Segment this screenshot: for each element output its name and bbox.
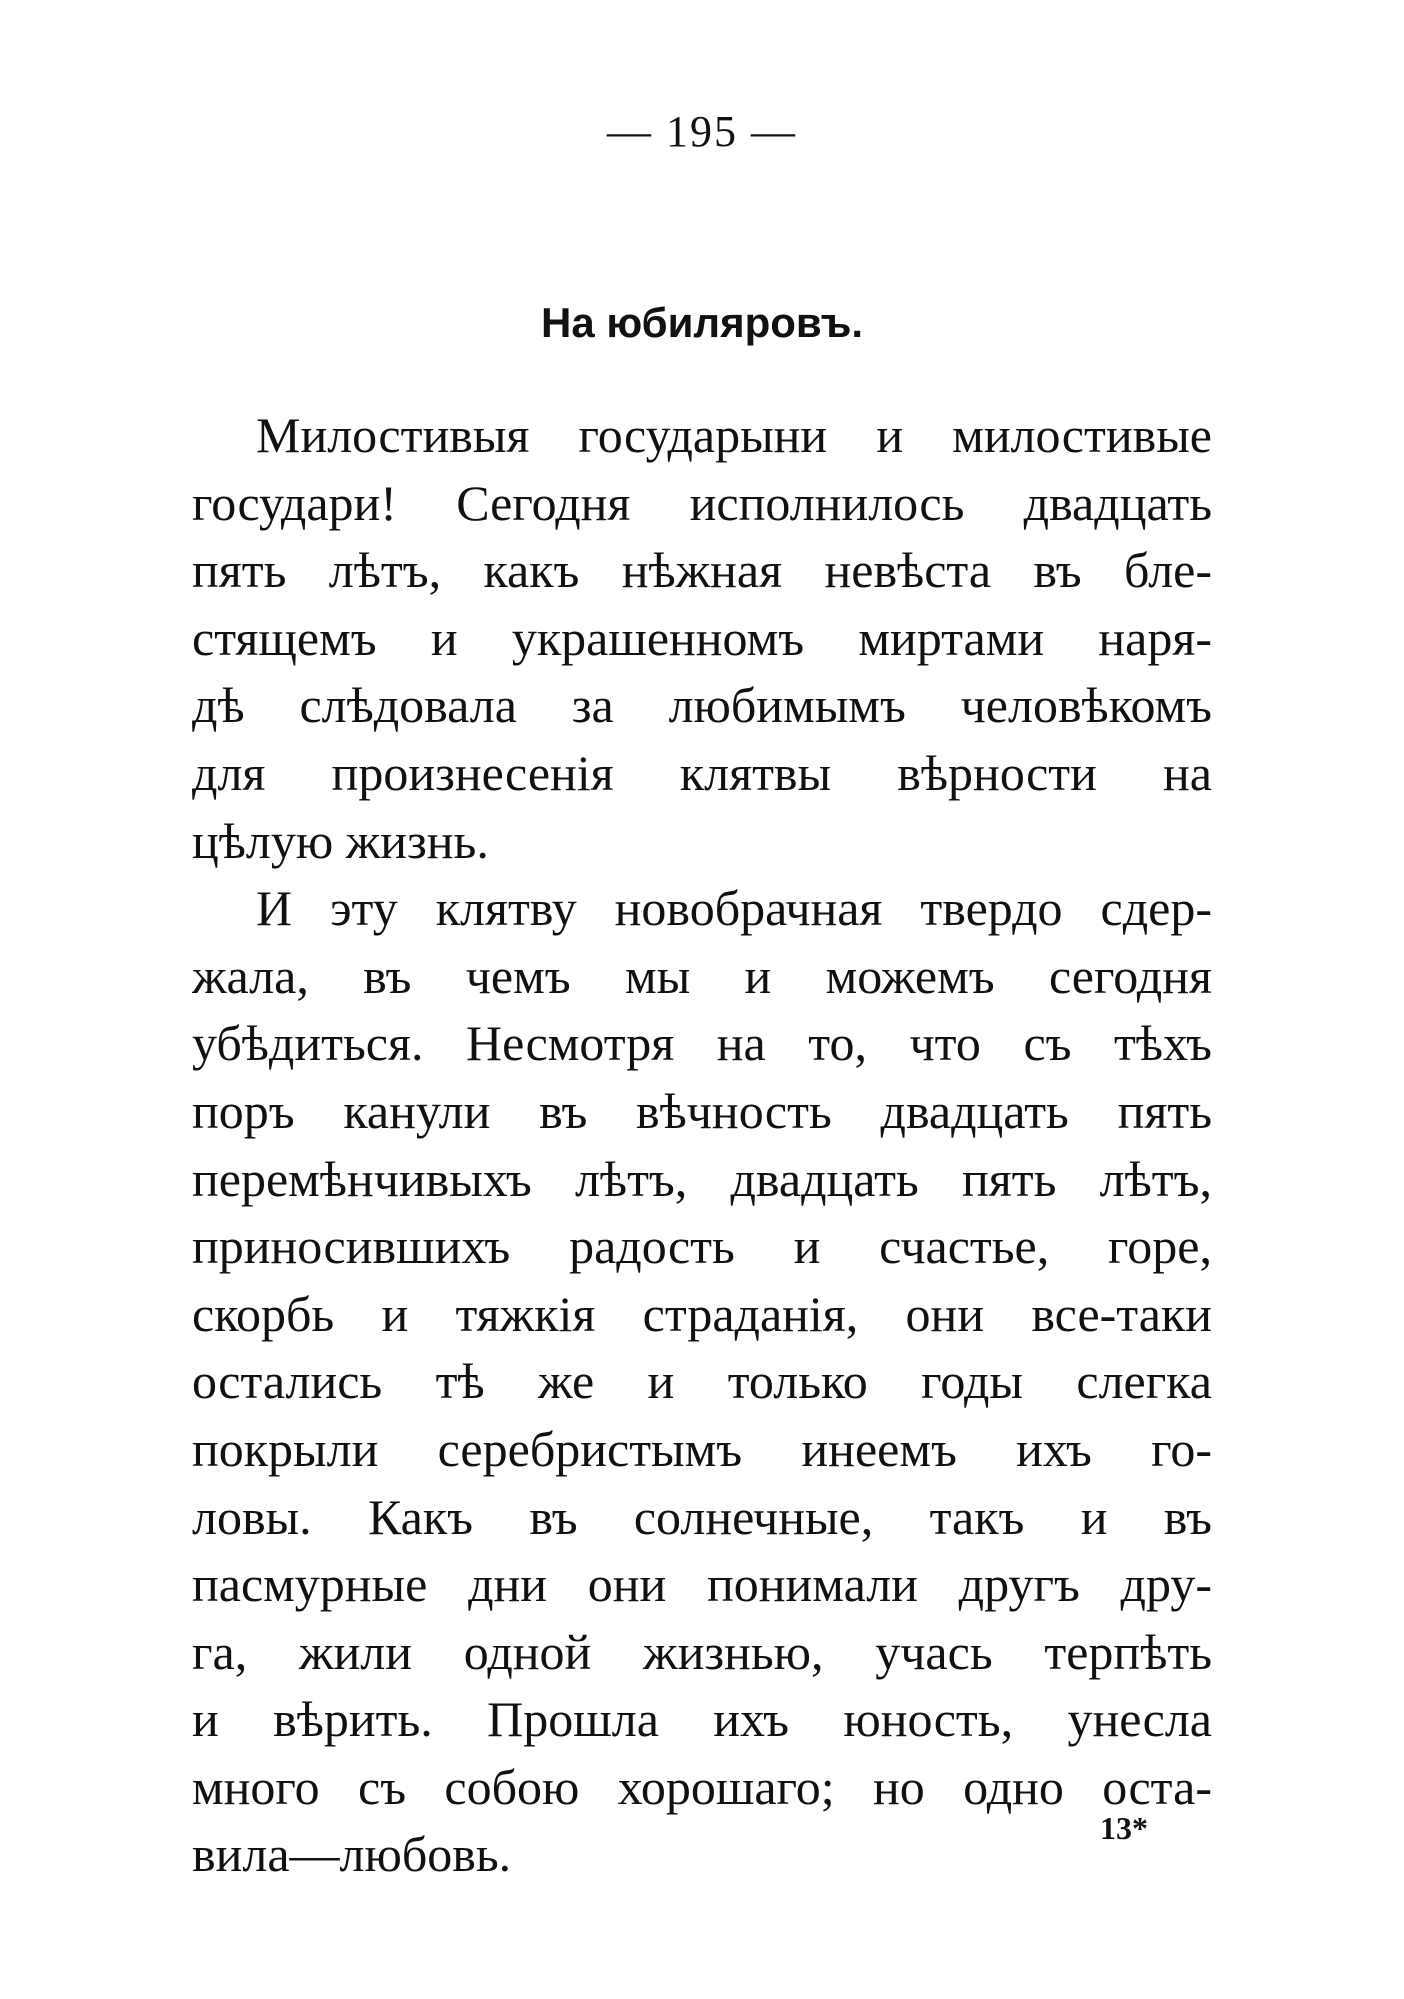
body-text — [192, 402, 1212, 1889]
text-line: пасмурные дни они понимали другъ дру- — [192, 1556, 1212, 1613]
text-line: и вѣрить. Прошла ихъ юность, унесла — [192, 1691, 1212, 1748]
page-number: — 195 — — [607, 107, 797, 156]
text-line: для произнесенія клятвы вѣрности на — [192, 744, 1212, 801]
text-line: поръ канули въ вѣчность двадцать пять — [192, 1082, 1212, 1139]
text-line: пять лѣтъ, какъ нѣжная невѣста въ бле- — [192, 542, 1212, 599]
text-line: цѣлую жизнь. — [192, 812, 489, 869]
text-line: приносившихъ радость и счастье, горе, — [192, 1218, 1212, 1275]
signature-mark: 13* — [1100, 1810, 1148, 1846]
text-line: государи! Сегодня исполнилось двадцать — [192, 474, 1212, 531]
text-line: остались тѣ же и только годы слегка — [192, 1353, 1212, 1410]
paragraph-2 — [192, 875, 1212, 1889]
text-line: перемѣнчивыхъ лѣтъ, двадцать пять лѣтъ, — [192, 1150, 1212, 1207]
text-line: много съ собою хорошаго; но одно оста- — [192, 1758, 1212, 1815]
text-line: покрыли серебристымъ инеемъ ихъ го- — [192, 1420, 1212, 1477]
paragraph-1 — [192, 402, 1212, 875]
text-line: стящемъ и украшенномъ миртами наря- — [192, 609, 1212, 666]
text-line: И эту клятву новобрачная твердо сдер- — [256, 880, 1212, 937]
page-title: На юбиляровъ. — [541, 299, 863, 346]
text-line: убѣдиться. Несмотря на то, что съ тѣхъ — [192, 1015, 1212, 1072]
text-line: Милостивыя государыни и милостивые — [256, 407, 1212, 463]
text-line: вила—любовь. — [192, 1826, 512, 1883]
text-line: дѣ слѣдовала за любимымъ человѣкомъ — [192, 677, 1212, 734]
text-line: ловы. Какъ въ солнечные, такъ и въ — [192, 1488, 1212, 1545]
text-line: га, жили одной жизнью, учась терпѣть — [192, 1623, 1212, 1680]
text-line: жала, въ чемъ мы и можемъ сегодня — [192, 947, 1212, 1004]
text-line: скорбь и тяжкія страданія, они все-таки — [192, 1285, 1212, 1342]
